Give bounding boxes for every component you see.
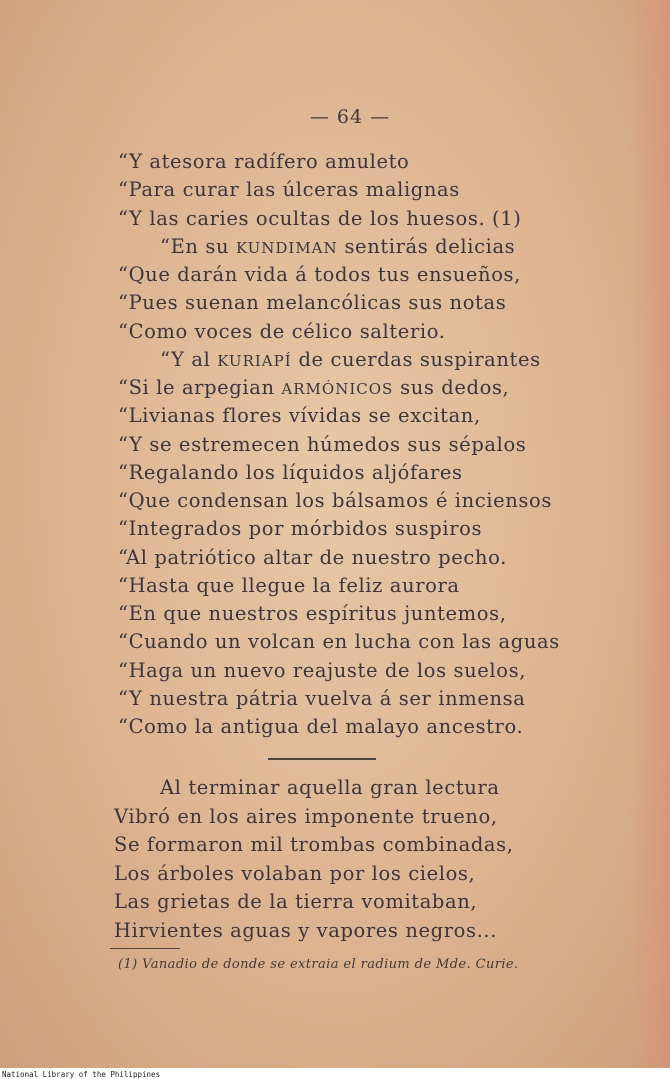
poem-line: “Hasta que llegue la feliz aurora xyxy=(118,573,460,597)
poem-line: Las grietas de la tierra vomitaban, xyxy=(114,890,478,914)
footnote: (1) Vanadio de donde se extraia el radium de Mde. Curie. xyxy=(118,957,519,972)
library-credit: National Library of the Philippines xyxy=(2,1070,161,1079)
poem-line-smallcaps: KUNDIMAN xyxy=(235,238,338,257)
poem-line: “Cuando un volcan en lucha con las aguas xyxy=(118,630,560,654)
poem-line: Al terminar aquella gran lectura xyxy=(160,776,500,799)
poem-line-part: “Si le arpegian xyxy=(118,376,282,399)
section-divider xyxy=(268,758,376,760)
poem-line-part: sentirás delicias xyxy=(337,234,516,258)
poem-line: “Que condensan los bálsamos é inciensos xyxy=(118,489,552,512)
poem-line: “Y las caries ocultas de los huesos. (1) xyxy=(118,206,522,230)
poem-line-part: “Y al xyxy=(160,347,218,371)
poem-line xyxy=(160,346,541,374)
poem-line-part: “En su xyxy=(160,234,236,258)
poem-line: Los árboles volaban por los cielos, xyxy=(114,861,476,885)
poem-line-smallcaps: ARMÓNICOS xyxy=(281,380,394,398)
poem-line: Se formaron mil trombas combinadas, xyxy=(114,833,514,857)
footnote-rule xyxy=(110,948,180,949)
poem-line: “Haga un nuevo reajuste de los suelos, xyxy=(118,658,527,682)
poem-line-smallcaps: KURIAPÍ xyxy=(217,351,292,370)
poem-line: “Y atesora radífero amuleto xyxy=(118,150,410,173)
poem-line: “Que darán vida á todos tus ensueños, xyxy=(118,263,521,286)
poem-line: “Como voces de célico salterio. xyxy=(118,319,446,343)
poem-line-part: sus dedos, xyxy=(393,376,510,399)
poem-line: “En que nuestros espíritus juntemos, xyxy=(118,602,507,625)
poem-line-part: de cuerdas suspirantes xyxy=(291,347,541,371)
page-edge-shading xyxy=(630,0,670,1068)
poem-line: “Como la antigua del malayo ancestro. xyxy=(118,715,524,738)
page-number: — 64 — xyxy=(309,106,391,128)
poem-line xyxy=(118,374,509,402)
poem-line: “Integrados por mórbidos suspiros xyxy=(118,517,483,541)
poem-line: Hirvientes aguas y vapores negros... xyxy=(114,919,497,942)
poem-line: Vibró en los aires imponente trueno, xyxy=(114,804,498,828)
poem-line: “Y nuestra pátria vuelva á ser inmensa xyxy=(118,686,526,710)
poem-line: “Y se estremecen húmedos sus sépalos xyxy=(118,432,527,456)
poem-line xyxy=(160,233,515,261)
poem-line: “Para curar las úlceras malignas xyxy=(118,178,460,202)
poem-line: “Al patriótico altar de nuestro pecho. xyxy=(118,545,507,569)
poem-line: “Livianas flores vívidas se excitan, xyxy=(118,404,481,428)
poem-line: “Regalando los líquidos aljófares xyxy=(118,460,463,484)
poem-line: “Pues suenan melancólicas sus notas xyxy=(118,291,507,315)
